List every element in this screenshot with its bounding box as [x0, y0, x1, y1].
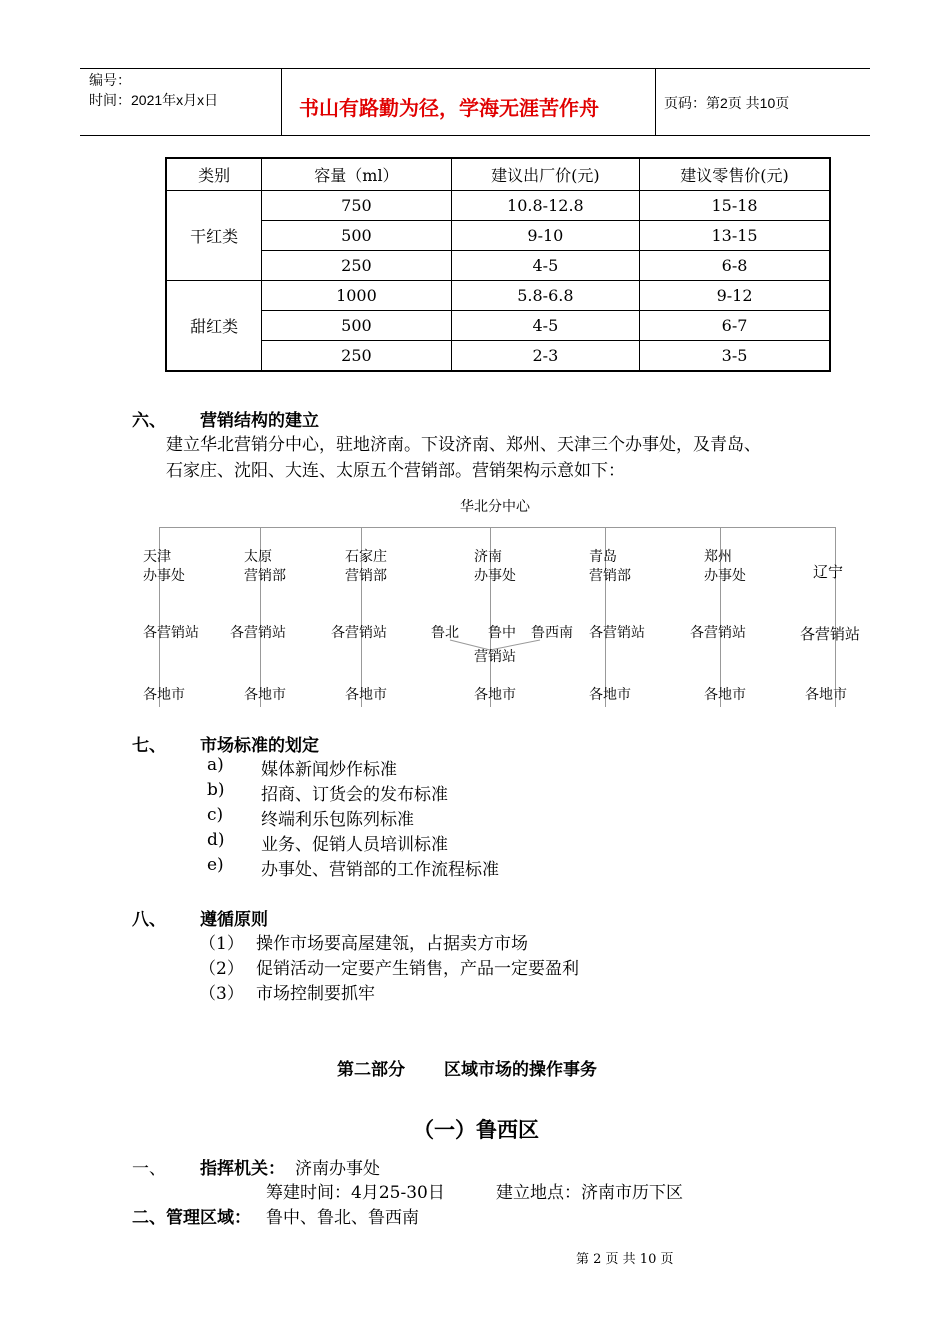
- table-row: [166, 191, 830, 221]
- org-city: 各地市: [345, 687, 387, 703]
- org-station: 各营销站: [331, 625, 387, 641]
- org-branch-name: 太原: [244, 549, 272, 565]
- table-cell: 6-8: [640, 251, 830, 281]
- table-row: [166, 251, 830, 281]
- list-item-marker: c): [207, 805, 224, 825]
- table-header-cell: 建议出厂价(元): [451, 158, 639, 191]
- table-cell: 6-7: [640, 311, 830, 341]
- table-cell: 3-5: [640, 341, 830, 372]
- region-title: （一）鲁西区: [413, 1117, 539, 1142]
- header-divider-right: [655, 68, 656, 135]
- table-row: [166, 311, 830, 341]
- table-cell: 15-18: [640, 191, 830, 221]
- org-city: 各地市: [589, 687, 631, 703]
- section6-paragraph-line2: 石家庄、沈阳、大连、太原五个营销部。营销架构示意如下：: [166, 461, 625, 481]
- table-cell: 10.8-12.8: [451, 191, 639, 221]
- list-item: 业务、促销人员培训标准: [261, 835, 448, 855]
- region-item2-value: 鲁中、鲁北、鲁西南: [266, 1208, 419, 1228]
- table-cell: 13-15: [640, 221, 830, 251]
- table-row: [166, 281, 830, 311]
- org-branch-type: 办事处: [474, 568, 516, 584]
- region-item2-label: 二、管理区域：: [132, 1208, 251, 1228]
- list-item-marker: b): [207, 780, 225, 800]
- part2-title: 区域市场的操作事务: [444, 1060, 597, 1080]
- org-jinan-sub: 鲁西南: [531, 625, 573, 641]
- header-number-label: 编号：: [89, 72, 131, 88]
- table-cell: 250: [262, 341, 451, 372]
- page-footer: 第 2 页 共 10 页: [576, 1252, 674, 1267]
- table-header-row: [166, 158, 830, 191]
- region-prep-time: 筹建时间：4月25-30日: [266, 1183, 445, 1203]
- org-station: 各营销站: [690, 625, 746, 641]
- list-item: 市场控制要抓牢: [256, 984, 375, 1004]
- org-branch-line: [835, 527, 836, 707]
- region-item1-value: 济南办事处: [295, 1159, 380, 1179]
- list-item: 操作市场要高屋建瓴，占据卖方市场: [256, 934, 528, 954]
- table-header-cell: 容量（ml）: [262, 158, 451, 191]
- section7-title: 市场标准的划定: [200, 736, 319, 756]
- org-station: 各营销站: [589, 625, 645, 641]
- org-city: 各地市: [143, 687, 185, 703]
- list-item-marker: （3）: [199, 984, 244, 1004]
- section7-number: 七、: [132, 736, 166, 756]
- list-item-marker: e): [207, 855, 224, 875]
- org-branch-type: 营销部: [589, 568, 631, 584]
- list-item: 办事处、营销部的工作流程标准: [261, 860, 499, 880]
- org-city: 各地市: [805, 687, 847, 703]
- category-cell: 干红类: [166, 191, 262, 281]
- header-motto: 书山有路勤为径，学海无涯苦作舟: [299, 96, 599, 120]
- table-cell: 1000: [262, 281, 451, 311]
- category-cell: 甜红类: [166, 281, 262, 372]
- org-branch-type: 办事处: [704, 568, 746, 584]
- org-jinan-sub: 鲁中: [488, 625, 516, 641]
- region-item1-label: 指挥机关：: [200, 1159, 285, 1179]
- section8-title: 遵循原则: [200, 910, 268, 930]
- list-item: 媒体新闻炒作标准: [261, 760, 397, 780]
- org-station: 各营销站: [143, 625, 199, 641]
- section6-title: 营销结构的建立: [200, 411, 319, 431]
- list-item-marker: （1）: [199, 934, 244, 954]
- header-page-label: 页码：第2页 共10页: [664, 95, 790, 111]
- org-station: 各营销站: [800, 625, 861, 643]
- org-city: 各地市: [474, 687, 516, 703]
- org-jinan-sub: 鲁北: [431, 625, 459, 641]
- org-branch-name: 天津: [143, 549, 171, 565]
- list-item-marker: a): [207, 755, 224, 775]
- header-divider-left: [281, 68, 282, 135]
- table-row: [166, 221, 830, 251]
- header-bottom-rule: [80, 135, 870, 136]
- part2-label: 第二部分: [337, 1060, 405, 1080]
- list-item: 终端利乐包陈列标准: [261, 810, 414, 830]
- section6-number: 六、: [132, 411, 166, 431]
- org-branch-name: 青岛: [589, 549, 617, 565]
- org-city: 各地市: [704, 687, 746, 703]
- list-item-marker: （2）: [199, 959, 244, 979]
- table-row: [166, 341, 830, 372]
- table-cell: 4-5: [451, 311, 639, 341]
- org-branch-type: 营销部: [345, 568, 387, 584]
- list-item: 促销活动一定要产生销售，产品一定要盈利: [256, 959, 579, 979]
- header-top-rule: [80, 68, 870, 69]
- org-branch-name: 济南: [474, 549, 502, 565]
- org-branch-type: 营销部: [244, 568, 286, 584]
- table-cell: 4-5: [451, 251, 639, 281]
- header-time-label: 时间：2021年x月x日: [89, 92, 219, 108]
- table-cell: 9-12: [640, 281, 830, 311]
- table-cell: 500: [262, 311, 451, 341]
- table-cell: 5.8-6.8: [451, 281, 639, 311]
- table-header-cell: 建议零售价(元): [640, 158, 830, 191]
- org-jinan-station: 营销站: [474, 649, 516, 665]
- org-branch-name: 石家庄: [345, 549, 387, 565]
- list-item: 招商、订货会的发布标准: [261, 785, 448, 805]
- section6-paragraph-line1: 建立华北营销分中心，驻地济南。下设济南、郑州、天津三个办事处，及青岛、: [166, 435, 761, 455]
- table-cell: 9-10: [451, 221, 639, 251]
- table-cell: 500: [262, 221, 451, 251]
- org-station: 各营销站: [230, 625, 286, 641]
- table-cell: 250: [262, 251, 451, 281]
- table-header-cell: 类别: [166, 158, 262, 191]
- table-cell: 750: [262, 191, 451, 221]
- price-table: [165, 157, 831, 372]
- section8-number: 八、: [132, 910, 166, 930]
- org-branch-name: 郑州: [704, 549, 732, 565]
- org-root-label: 华北分中心: [460, 498, 530, 514]
- region-location: 建立地点：济南市历下区: [496, 1183, 683, 1203]
- org-branch-type: 办事处: [143, 568, 185, 584]
- org-city: 各地市: [244, 687, 286, 703]
- org-branch-name: 辽宁: [813, 563, 844, 581]
- list-item-marker: d): [207, 830, 225, 850]
- table-cell: 2-3: [451, 341, 639, 372]
- region-item1-number: 一、: [132, 1159, 166, 1179]
